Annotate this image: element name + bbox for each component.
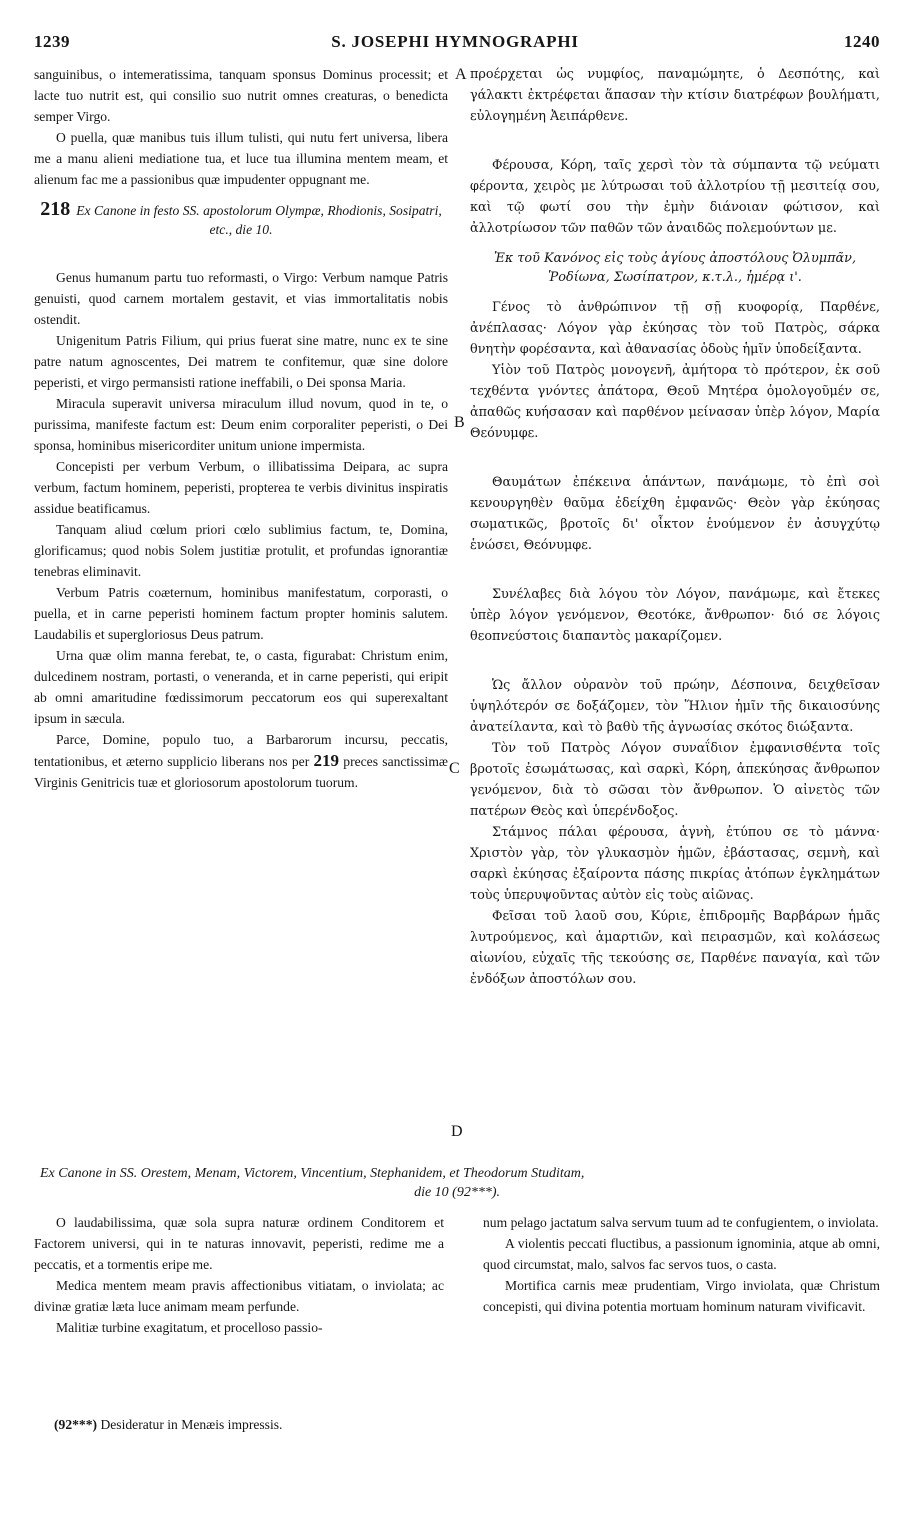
latin-paragraph: O laudabilissima, quæ sola supra naturæ ordinem Conditorem et Factorem universi, qui in te naturas innovavit, peperisti, redime me a peccatis, et a tormentis eripe me. xyxy=(34,1215,444,1272)
canon-heading xyxy=(40,1164,880,1202)
greek-paragraph: Ὡς ἄλλον οὐρανὸν τοῦ πρώην, Δέσποινα, δειχθεῖσαν ὑψηλότερόν σε δοξάζομεν, τὸν Ἥλιον ἡμῖν τῆς δικαιοσύνης ἀνατείλαντα, καὶ τὸ βαθὺ τῆς ἀγνωσίας σκότος διώξαντα. xyxy=(470,678,880,735)
greek-paragraph: Γένος τὸ ἀνθρώπινον τῇ σῇ κυοφορίᾳ, Παρθένε, ἀνέπλασας· Λόγον γὰρ ἐκύησας τὸν τοῦ Πατρὸς, σάρκα θνητὴν φορέσαντα, καὶ ἀθανασίας ὁδοὺς ἡμῖν ὑποδείξαντα. xyxy=(470,300,880,357)
margin-letter-c: C xyxy=(449,760,460,777)
latin-paragraph: O puella, quæ manibus tuis illum tulisti, qui nutu fert universa, libera me a manu alieni mediatione tua, et luce tua illumina mentem meam, et alienum fac me a passionibus quæ impudenter oppugnant me. xyxy=(34,130,448,187)
section-number: 218 xyxy=(40,198,71,220)
latin-column xyxy=(34,64,448,793)
latin-paragraph: A violentis peccati fluctibus, a passionum ignominia, atque ab omni, quod circumstat, malo, salvos fac servos tuos, o casta. xyxy=(483,1236,880,1272)
latin-paragraph: Tanquam aliud cœlum priori cœlo sublimius factum, te, Domina, glorificamus; quod nobis Solem justitiæ protulit, et profundas ignorantiæ tenebras eliminavit. xyxy=(34,522,448,579)
latin-bottom-right-column xyxy=(483,1212,880,1317)
column-number: 219 xyxy=(313,751,339,770)
section-heading-text: Ex Canone in festo SS. apostolorum Olympæ, Rhodionis, Sosipatri, etc., die 10. xyxy=(76,203,442,237)
latin-paragraph: Verbum Patris coæternum, hominibus manifestatum, corporasti, o puella, et in carne peperisti hominem factum propter hominis salutem. Laudabilis et supergloriosus Deus patrum. xyxy=(34,585,448,642)
latin-paragraph xyxy=(34,729,448,793)
latin-paragraph: sanguinibus, o intemeratissima, tanquam sponsus Dominus processit; et lacte tuo nutrit est, qui consilio suo nutrit omnes creaturas, o benedicta semper Virgo. xyxy=(34,67,448,124)
page-number-right: 1240 xyxy=(844,32,880,51)
greek-column xyxy=(470,64,880,990)
margin-letter-d: D xyxy=(451,1123,463,1140)
greek-paragraph: Φεῖσαι τοῦ λαοῦ σου, Κύριε, ἐπιδρομῆς Βαρβάρων ἡμᾶς λυτρούμενος, καὶ ἁμαρτιῶν, καὶ πειρασμῶν, καὶ κολάσεως αἰωνίου, εὐχαῖς τῆς τεκούσης σε, Παρθένε παναγία, καὶ τῶν ἐνδόξων ἀποστόλων σου. xyxy=(470,909,880,987)
greek-paragraph: Στάμνος πάλαι φέρουσα, ἁγνὴ, ἐτύπου σε τὸ μάννα· Χριστὸν γὰρ, τὸν γλυκασμὸν ἡμῶν, ἐβάστασας, σεμνὴ, καὶ σαρκὶ ἐκύησας ἐξαίροντα πάσης πικρίας ἀτόπων ἐγκλημάτων τοὺς ὑπερυψοῦντας αὐτὸν εἰς τοὺς αἰῶνας. xyxy=(470,825,880,903)
latin-paragraph: Unigenitum Patris Filium, qui prius fuerat sine matre, nunc ex te sine patre natum agnoscentes, Dei matrem te confitemur, quæ sine dolore peperisti, et virgo permansisti ratione ineffabili, o Dei sponsa Maria. xyxy=(34,333,448,390)
canon-heading-line: Ex Canone in SS. Orestem, Menam, Victorem, Vincentium, Stephanidem, et Theodorum Studitam, xyxy=(40,1166,585,1181)
page-header xyxy=(30,30,880,60)
latin-paragraph: Miracula superavit universa miraculum illud novum, quod in te, o purissima, manifeste factum est: Deum enim corporaliter peperisti, o Dei sponsa, hominibus misericorditer unitum unione impermista. xyxy=(34,396,448,453)
greek-paragraph: Θαυμάτων ἐπέκεινα ἁπάντων, πανάμωμε, τὸ ἐπὶ σοὶ κενουργηθὲν θαῦμα ἐδείχθη ἐμφανῶς· Θεὸν γὰρ ἐκύησας σωματικῶς, βροτοῖς δι' οἶκτον ἑνούμενον ἐν ἀσυγχύτῳ ἑνώσει, Θεόνυμφε. xyxy=(470,475,880,553)
latin-text: Parce, Domine, populo tuo, a Barbarorum incursu, peccatis, tentationibus, et æterno supplicio liberans nos per xyxy=(34,732,448,769)
greek-section-heading: Ἐκ τοῦ Κανόνος εἰς τοὺς ἁγίους ἀποστόλους Ὀλυμπᾶν, Ῥοδίωνα, Σωσίπατρον, κ.τ.λ., ἡμέρᾳ ι'. xyxy=(493,251,857,285)
footnote xyxy=(54,1417,282,1433)
margin-letter-a: A xyxy=(455,66,467,83)
section-heading xyxy=(34,200,448,239)
footnote-marker: (92***) xyxy=(54,1417,98,1432)
greek-paragraph: Τὸν τοῦ Πατρὸς Λόγον συναΐδιον ἐμφανισθέντα τοῖς βροτοῖς ἐσωμάτωσας, καὶ σαρκὶ, Κόρη, ἀπεκύησας ἄνθρωπον γενόμενον, διὰ τὸ σῶσαι τὸν ἄνθρωπον. Ὁ αἰνετὸς τῶν πατέρων Θεὸς καὶ ὑπερένδοξος. xyxy=(470,741,880,819)
margin-letter-b: B xyxy=(454,414,465,431)
latin-paragraph: Genus humanum partu tuo reformasti, o Virgo: Verbum namque Patris genuisti, quod carnem mortalem gestavit, et vias immortalitatis nobis ostendit. xyxy=(34,270,448,327)
latin-paragraph: Mortifica carnis meæ prudentiam, Virgo inviolata, quæ Christum concepisti, qui divina potentia mortuam hominum naturam vivificavit. xyxy=(483,1278,880,1314)
greek-paragraph: Συνέλαβες διὰ λόγου τὸν Λόγον, πανάμωμε, καὶ ἔτεκες ὑπὲρ λόγον γενόμενον, Θεοτόκε, ἄνθρωπον· διό σε λόγοις θεοπνεύστοις διαπαντὸς μακαρίζομεν. xyxy=(470,587,880,644)
greek-paragraph: Φέρουσα, Κόρη, ταῖς χερσὶ τὸν τὰ σύμπαντα τῷ νεύματι φέροντα, χειρὸς με λύτρωσαι τοῦ ἀλλοτρίου τῇ μεσιτείᾳ σου, καὶ τῷ φωτί σου τὴν ἐμὴν διάνοιαν φώτισον, καὶ ἀλλοτρίωσον τῶν παθῶν τῶν ἀναιδῶς πολεμούντων με. xyxy=(470,158,880,236)
greek-paragraph: προέρχεται ὡς νυμφίος, παναμώμητε, ὁ Δεσπότης, καὶ γάλακτι ἐκτρέφεται ἅπασαν τὴν κτίσιν διατρέφων βουλήματι, εὐλογημένη Ἀειπάρθενε. xyxy=(470,67,880,124)
latin-paragraph: Medica mentem meam pravis affectionibus vitiatam, o inviolata; ac divinæ gratiæ læta luce animam meam perfunde. xyxy=(34,1278,444,1314)
latin-paragraph: Urna quæ olim manna ferebat, te, o casta, figurabat: Christum enim, dulcedinem nostram, portasti, o veneranda, et in carne peperisti, qui eripit ab omni amaritudine fœdissimorum peccatorum eos qui superexaltant ipsum in sæcula. xyxy=(34,648,448,726)
latin-paragraph: Malitiæ turbine exagitatum, et procelloso passio- xyxy=(56,1320,323,1335)
footnote-text: Desideratur in Menæis impressis. xyxy=(100,1417,283,1432)
latin-paragraph: Concepisti per verbum Verbum, o illibatissima Deipara, ac supra verbum, factum hominem, peperisti, propterea te verbis divinitus inspiratis assidue beatificamus. xyxy=(34,459,448,516)
running-title: S. JOSEPHI HYMNOGRAPHI xyxy=(331,32,579,51)
latin-bottom-left-column xyxy=(34,1212,444,1338)
canon-heading-line: die 10 (92***). xyxy=(414,1185,500,1200)
latin-paragraph: num pelago jactatum salva servum tuum ad te confugientem, o inviolata. xyxy=(483,1215,879,1230)
latin-text: preces sanctissimæ Virginis Genitricis tuæ et gloriosorum apostolorum tuorum. xyxy=(34,754,448,790)
greek-paragraph: Υἱὸν τοῦ Πατρὸς μονογενῆ, ἀμήτορα τὸ πρότερον, ἐκ σοῦ τεχθέντα γνόντες ἀπάτορα, Θεοῦ Μητέρα ὁμολογοῦμέν σε, ἀπαθῶς κυήσασαν καὶ παρθένον μείνασαν ὑπὲρ λόγον, Μαρία Θεόνυμφε. xyxy=(470,363,880,441)
page-number-left: 1239 xyxy=(34,32,70,51)
